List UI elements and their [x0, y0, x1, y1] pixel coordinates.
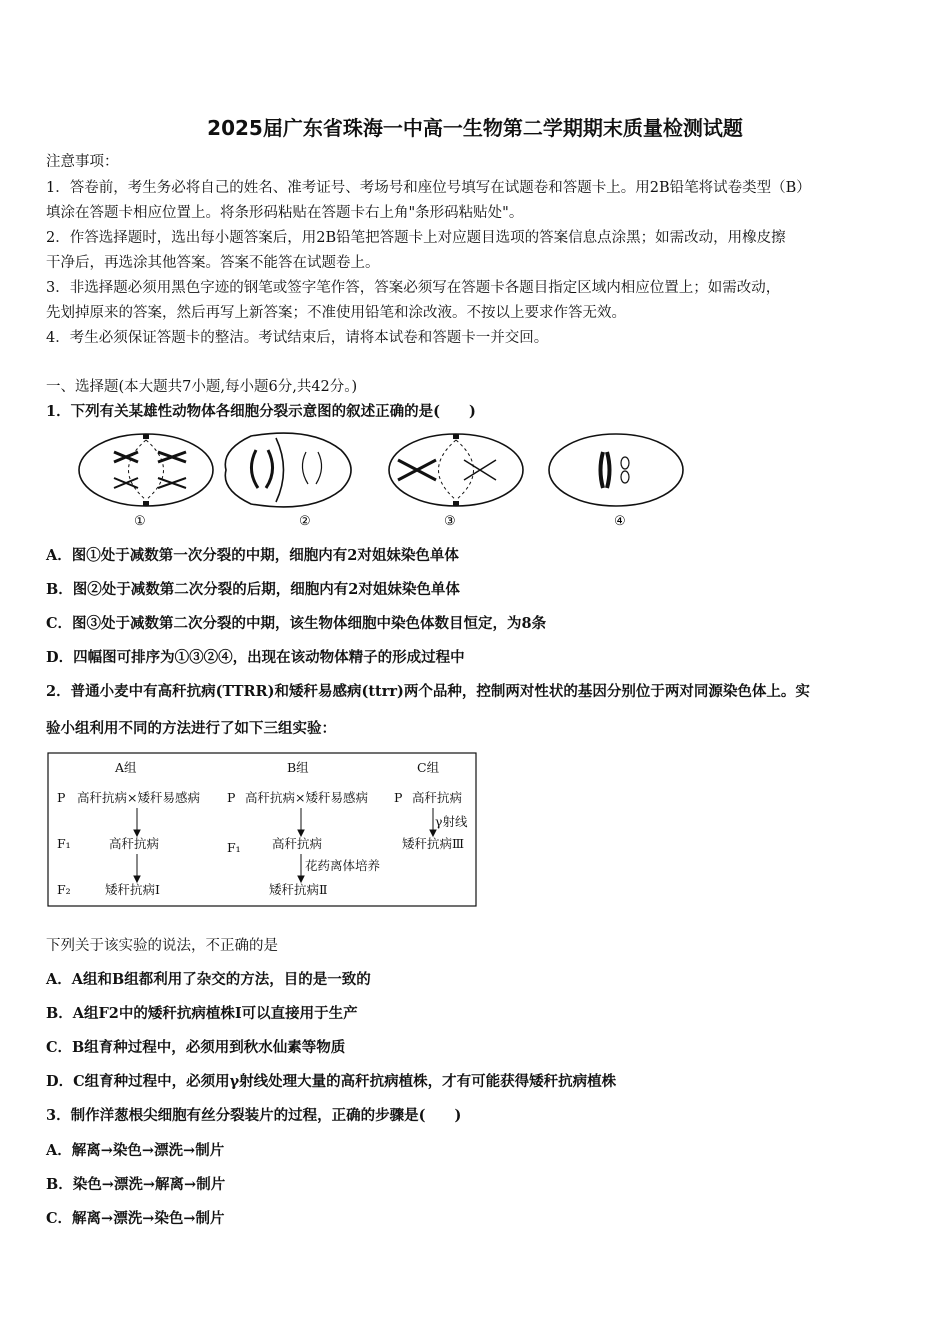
page-title: 2025届广东省珠海一中高一生物第二学期期末质量检测试题	[207, 116, 743, 140]
c-step: γ射线	[435, 814, 468, 829]
cell-1-outline	[79, 434, 213, 506]
b-step: 花药离体培养	[305, 858, 381, 873]
a-cross: 高秆抗病×矮秆易感病	[77, 790, 200, 805]
figure-label-3: ③	[444, 514, 456, 529]
question-2-option-d: D．C组育种过程中，必须用γ射线处理大量的高秆抗病植株，才有可能获得矮秆抗病植株	[46, 1073, 617, 1090]
b-f1: 高秆抗病	[272, 836, 323, 851]
question-3-option-c: C．解离→漂洗→染色→制片	[46, 1210, 225, 1227]
notice-line: 干净后，再选涂其他答案。答案不能答在试题卷上。	[46, 255, 380, 271]
notice-line: 3．非选择题必须用黑色字迹的钢笔或签字笔作答，答案必须写在答题卡各题目指定区域内相应位置上；如需改动，	[46, 280, 781, 296]
notice-line: 先划掉原来的答案，然后再写上新答案；不准使用铅笔和涂改液。不按以上要求作答无效。	[46, 305, 626, 321]
cell-2-outline	[225, 433, 351, 507]
figure-label-1: ①	[134, 514, 146, 529]
question-2-option-b: B．A组F2中的矮秆抗病植株Ⅰ可以直接用于生产	[46, 1005, 358, 1022]
a-f2: 矮秆抗病Ⅰ	[105, 882, 160, 897]
group-a-label: A组	[115, 760, 137, 775]
question-1-option-d: D．四幅图可排序为①③②④，出现在该动物体精子的形成过程中	[46, 649, 465, 666]
question-2-stem-line-1: 2．普通小麦中有高秆抗病(TTRR)和矮秆易感病(ttrr)两个品种，控制两对性状的基因分别位于两对同源染色体上。实	[46, 683, 810, 700]
group-b-label: B组	[287, 760, 309, 775]
f2-label: F₂	[57, 882, 71, 897]
question-2-question: 下列关于该实验的说法，不正确的是	[46, 938, 278, 954]
c-parent: 高秆抗病	[412, 790, 463, 805]
f1-label: F₁	[227, 840, 241, 855]
p-label: P	[227, 790, 236, 805]
question-3-stem: 3．制作洋葱根尖细胞有丝分裂装片的过程，正确的步骤是( )	[46, 1107, 462, 1124]
question-3-option-b: B．染色→漂洗→解离→制片	[46, 1176, 226, 1193]
figure-label-4: ④	[614, 514, 626, 529]
notice-line: 填涂在答题卡相应位置上。将条形码粘贴在答题卡右上角"条形码粘贴处"。	[46, 205, 524, 221]
breeding-diagram	[47, 752, 477, 908]
b-cross: 高秆抗病×矮秆易感病	[245, 790, 368, 805]
p-label: P	[394, 790, 403, 805]
notice-heading: 注意事项：	[46, 154, 119, 170]
question-1-option-b: B．图②处于减数第二次分裂的后期，细胞内有2对姐妹染色单体	[46, 581, 460, 598]
question-2-option-c: C．B组育种过程中，必须用到秋水仙素等物质	[46, 1039, 346, 1056]
section-heading: 一、选择题(本大题共7小题,每小题6分,共42分。)	[46, 379, 358, 395]
question-2-option-a: A．A组和B组都利用了杂交的方法，目的是一致的	[46, 971, 371, 988]
notice-line: 1．答卷前，考生务必将自己的姓名、准考证号、考场号和座位号填写在试题卷和答题卡上。用2B铅笔将试卷类型（B）	[46, 180, 811, 196]
cell-4-outline	[549, 434, 683, 506]
cell-division-figure	[76, 430, 696, 530]
b-result: 矮秆抗病Ⅱ	[269, 882, 328, 897]
question-1-option-c: C．图③处于减数第二次分裂的中期，该生物体细胞中染色体数目恒定，为8条	[46, 615, 547, 632]
figure-label-2: ②	[299, 514, 311, 529]
question-2-stem-line-2: 验小组利用不同的方法进行了如下三组实验：	[46, 720, 336, 737]
a-f1: 高秆抗病	[109, 836, 160, 851]
notice-line: 4．考生必须保证答题卡的整洁。考试结束后，请将本试卷和答题卡一并交回。	[46, 330, 549, 346]
question-3-option-a: A．解离→染色→漂洗→制片	[46, 1142, 225, 1159]
cell-3-outline	[389, 434, 523, 506]
f1-label: F₁	[57, 836, 71, 851]
c-result: 矮秆抗病Ⅲ	[402, 836, 465, 851]
question-1-stem: 1．下列有关某雄性动物体各细胞分裂示意图的叙述正确的是( )	[46, 403, 476, 420]
p-label: P	[57, 790, 66, 805]
group-c-label: C组	[417, 760, 440, 775]
question-1-option-a: A．图①处于减数第一次分裂的中期，细胞内有2对姐妹染色单体	[46, 547, 459, 564]
notice-line: 2．作答选择题时，选出每小题答案后，用2B铅笔把答题卡上对应题目选项的答案信息点涂黑；如需改动，用橡皮擦	[46, 230, 786, 246]
